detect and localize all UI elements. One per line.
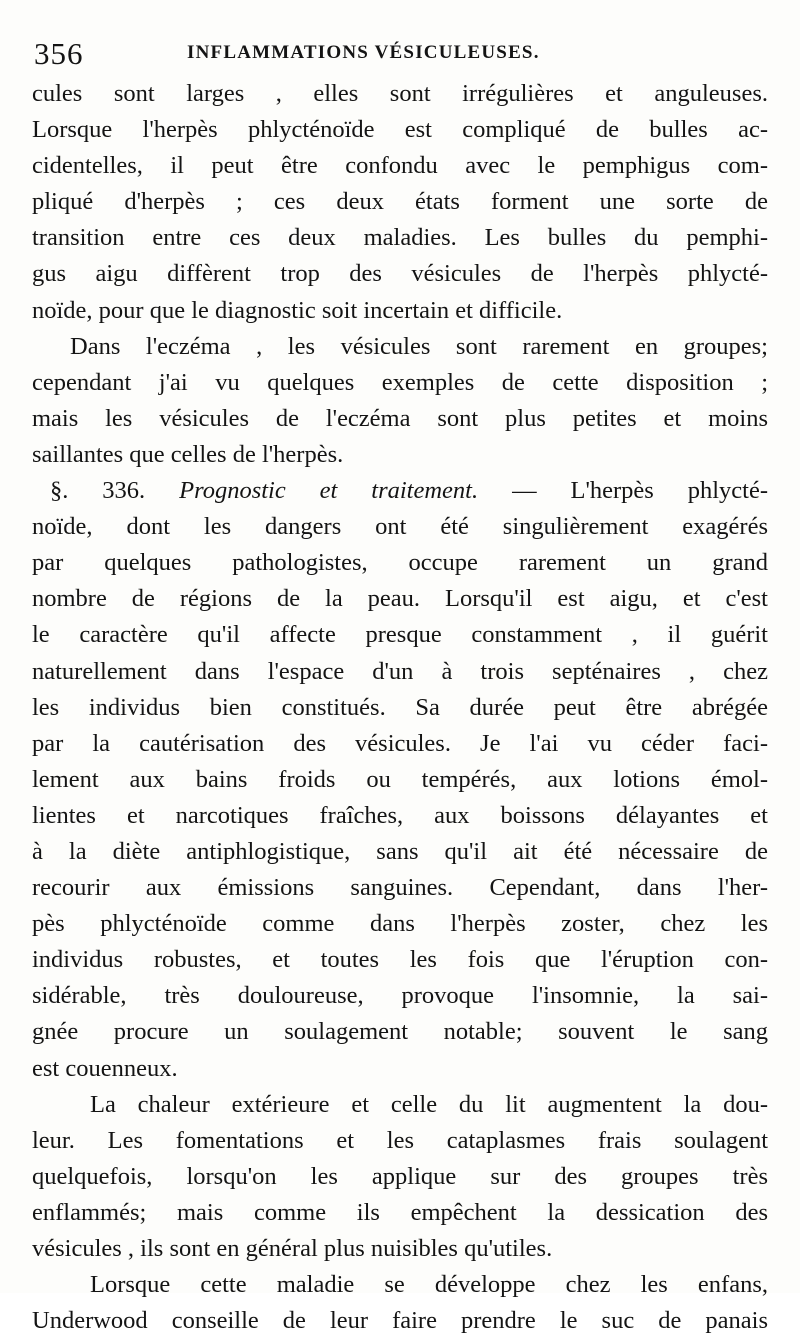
text-line: Lorsque cette maladie se développe chez les enfans, <box>90 1271 768 1299</box>
section-title: Prognostic et traitement. <box>179 477 479 505</box>
text-line: sidérable, très douloureuse, provoque l'insomnie, la sai- <box>32 982 768 1010</box>
text-line: transition entre ces deux maladies. Les bulles du pemphi- <box>32 224 768 252</box>
text-line: cules sont larges , elles sont irrégulières et anguleuses. <box>32 80 768 107</box>
running-title: INFLAMMATIONS VÉSICULEUSES. <box>187 42 540 63</box>
text-line: enflammés; mais comme ils empêchent la dessication des <box>32 1198 768 1226</box>
text-line: par quelques pathologistes, occupe rarement un grand <box>32 549 768 577</box>
text-line: par la cautérisation des vésicules. Je l'ai vu céder faci- <box>32 729 768 757</box>
text-line: cidentelles, il peut être confondu avec le pemphigus com- <box>32 152 768 180</box>
text-line: quelquefois, lorsqu'on les applique sur des groupes très <box>32 1162 768 1190</box>
text-line: cependant j'ai vu quelques exemples de cette disposition ; <box>32 368 768 396</box>
text-line: gus aigu diffèrent trop des vésicules de l'herpès phlycté- <box>32 260 768 288</box>
section-heading-line <box>32 473 768 509</box>
text-line: naturellement dans l'espace d'un à trois septénaires , chez <box>32 657 768 685</box>
text-line: pès phlycténoïde comme dans l'herpès zoster, chez les <box>32 910 768 938</box>
text-line: leur. Les fomentations et les cataplasmes frais soulagent <box>32 1126 768 1154</box>
page-number: 356 <box>34 36 84 71</box>
text-line: La chaleur extérieure et celle du lit augmentent la dou- <box>90 1090 768 1118</box>
text-line: lement aux bains froids ou tempérés, aux lotions émol- <box>32 765 768 793</box>
body-text <box>32 76 768 1339</box>
text-line: saillantes que celles de l'herpès. <box>32 440 344 468</box>
text-line: lientes et narcotiques fraîches, aux boissons délayantes et <box>32 801 768 829</box>
text-line: gnée procure un soulagement notable; souvent le sang <box>32 1018 768 1046</box>
text-line: Underwood conseille de leur faire prendre le suc de panais <box>32 1307 768 1335</box>
text-line: les individus bien constitués. Sa durée peut être abrégée <box>32 693 768 721</box>
text-line: est couenneux. <box>32 1054 178 1082</box>
text-line: Lorsque l'herpès phlycténoïde est compliqué de bulles ac- <box>32 116 768 144</box>
page-header <box>32 28 772 72</box>
text-line: individus robustes, et toutes les fois que l'éruption con- <box>32 946 768 974</box>
text-line: vésicules , ils sont en général plus nuisibles qu'utiles. <box>32 1235 553 1262</box>
text-line: noïde, dont les dangers ont été singulièrement exagérés <box>32 513 768 541</box>
section-first-line-rest: — L'herpès phlycté- <box>512 477 768 505</box>
text-line: mais les vésicules de l'eczéma sont plus petites et moins <box>32 404 768 432</box>
text-line: à la diète antiphlogistique, sans qu'il ait été nécessaire de <box>32 837 768 865</box>
section-number: §. 336. <box>50 477 146 505</box>
text-line: nombre de régions de la peau. Lorsqu'il est aigu, et c'est <box>32 585 768 613</box>
text-line: le caractère qu'il affecte presque constamment , il guérit <box>32 621 768 649</box>
text-line: recourir aux émissions sanguines. Cependant, dans l'her- <box>32 874 768 902</box>
text-line: Dans l'eczéma , les vésicules sont rarement en groupes; <box>70 332 768 360</box>
text-line: pliqué d'herpès ; ces deux états forment une sorte de <box>32 188 768 216</box>
text-line: noïde, pour que le diagnostic soit incertain et difficile. <box>32 296 563 324</box>
